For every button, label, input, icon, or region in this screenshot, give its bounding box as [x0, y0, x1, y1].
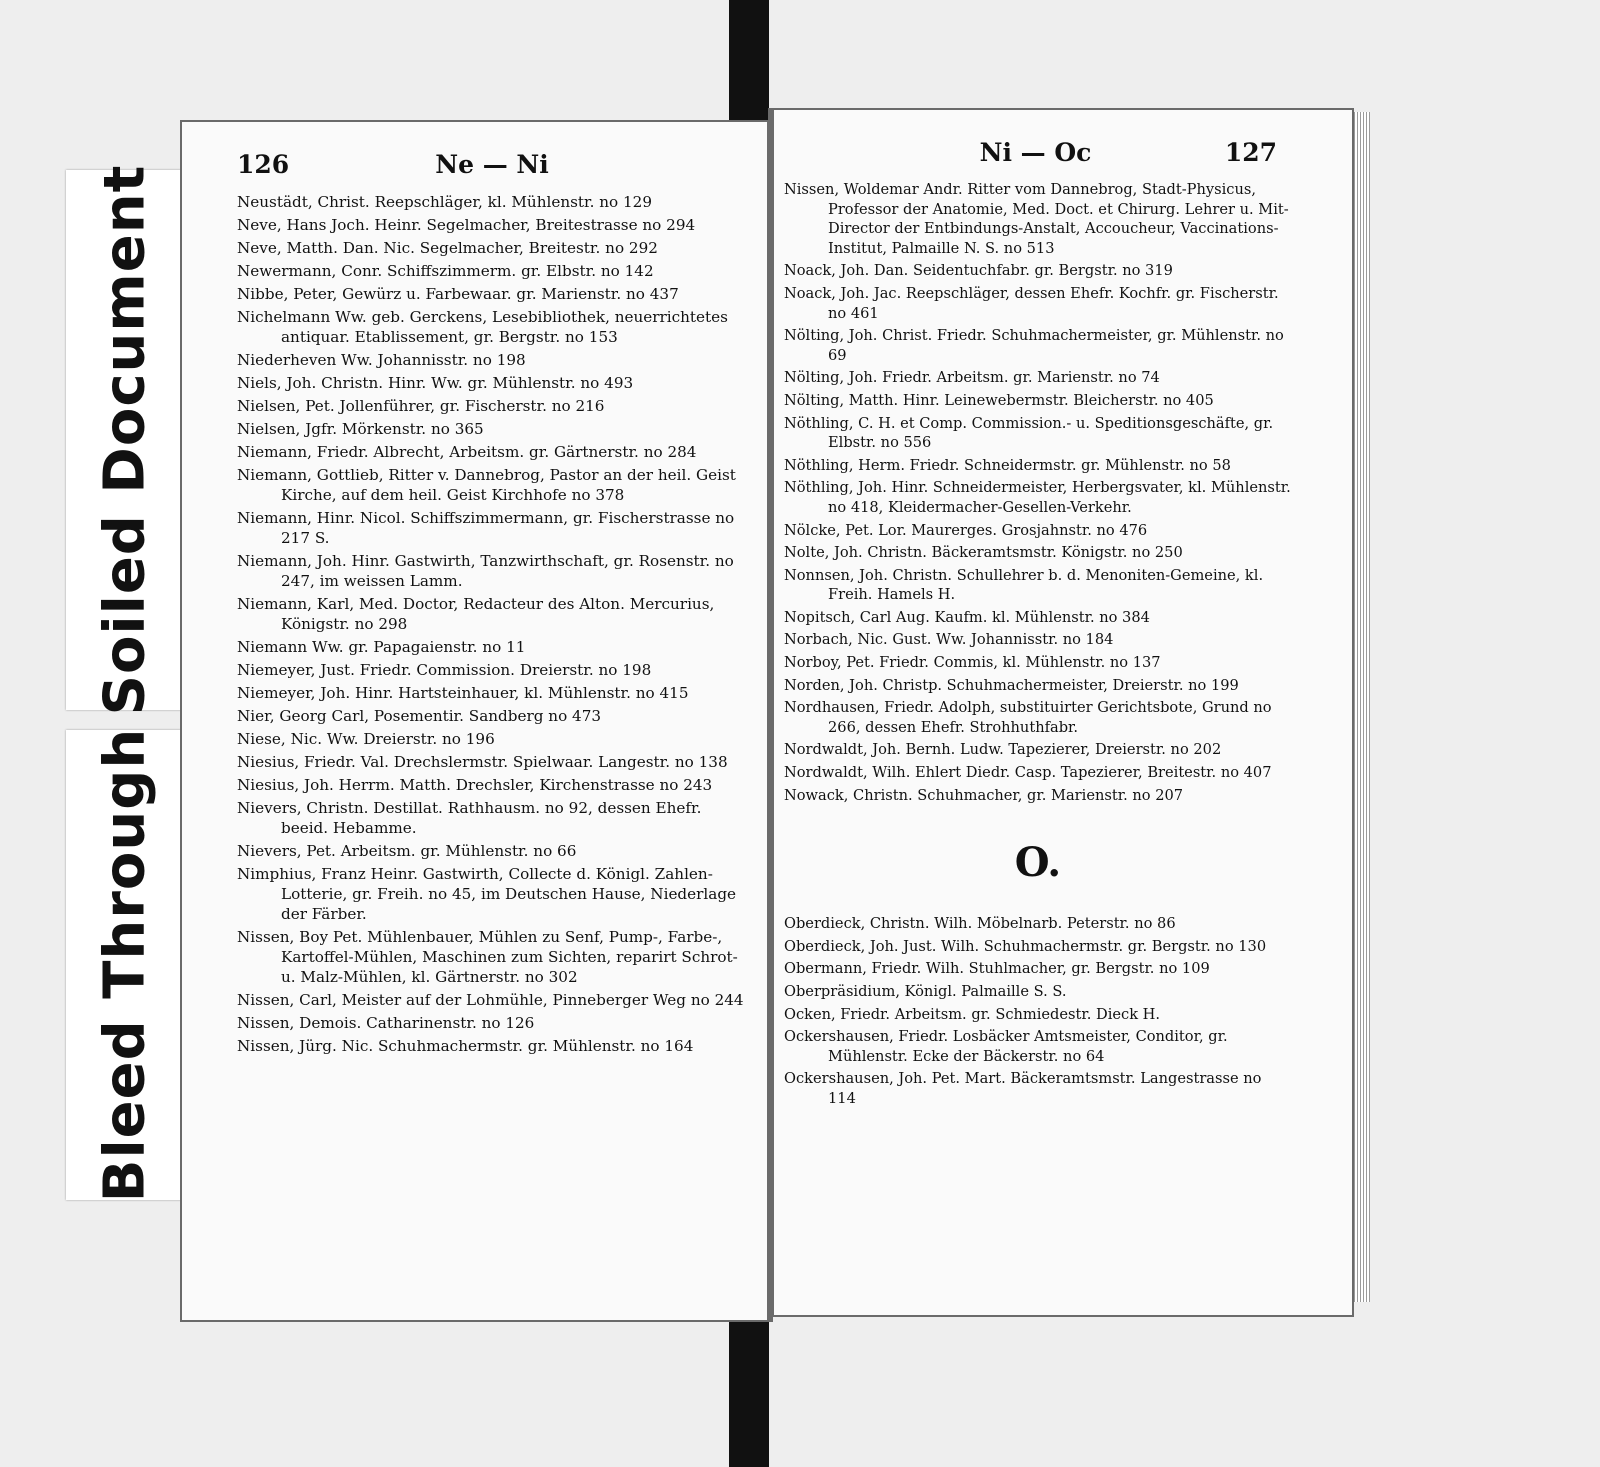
directory-entry: Nordwaldt, Wilh. Ehlert Diedr. Casp. Tapezierer, Breitestr. no 407 [784, 764, 1272, 782]
binding-strip-top [729, 0, 769, 128]
soiled-document-stamp [66, 164, 184, 716]
directory-entry: Norbach, Nic. Gust. Ww. Johannisstr. no 184 [784, 631, 1114, 649]
directory-entry: Nimphius, Franz Heinr. Gastwirth, Collecte d. Königl. Zahlen-Lotterie, gr. Freih. no 45, im Deutschen Hause, Niederlage der Färber. [237, 865, 737, 923]
directory-entry: Nissen, Woldemar Andr. Ritter vom Dannebrog, Stadt-Physicus, Professor der Anatomie, Med. Doct. et Chirurg. Lehrer u. Mit-Director der Entbindungs-Anstalt, Accoucheur, Vaccinations-Institut, Palmaille N. S. no 513 [784, 181, 1289, 257]
directory-entry: Nöthling, Herm. Friedr. Schneidermstr. gr. Mühlenstr. no 58 [784, 456, 1231, 474]
directory-entry: Nissen, Demois. Catharinenstr. no 126 [237, 1014, 535, 1032]
left-entry-list [237, 192, 751, 1059]
directory-entry: Nibbe, Peter, Gewürz u. Farbewaar. gr. Marienstr. no 437 [237, 285, 679, 303]
directory-entry: Nolte, Joh. Christn. Bäckeramtsmstr. Königstr. no 250 [784, 544, 1183, 562]
directory-entry: Nöthling, Joh. Hinr. Schneidermeister, Herbergsvater, kl. Mühlenstr. no 418, Kleidermacher-Gesellen-Verkehr. [784, 479, 1291, 516]
directory-entry: Noack, Joh. Dan. Seidentuchfabr. gr. Bergstr. no 319 [784, 262, 1173, 280]
directory-entry: Nissen, Carl, Meister auf der Lohmühle, Pinneberger Weg no 244 [237, 991, 744, 1009]
directory-entry: Niemann Ww. gr. Papagaienstr. no 11 [237, 638, 526, 656]
directory-entry: Obermann, Friedr. Wilh. Stuhlmacher, gr. Bergstr. no 109 [784, 960, 1210, 978]
directory-entry: Ockershausen, Joh. Pet. Mart. Bäckeramtsmstr. Langestrasse no 114 [784, 1070, 1262, 1107]
right-entry-list [784, 180, 1292, 1112]
directory-entry: Niederheven Ww. Johannisstr. no 198 [237, 351, 526, 369]
directory-entry: Neve, Hans Joch. Heinr. Segelmacher, Breitestrasse no 294 [237, 216, 696, 234]
directory-entry: Niemann, Joh. Hinr. Gastwirth, Tanzwirthschaft, gr. Rosenstr. no 247, im weissen Lamm. [237, 552, 734, 590]
directory-entry: Nievers, Pet. Arbeitsm. gr. Mühlenstr. no 66 [237, 842, 577, 860]
directory-entry: Nordhausen, Friedr. Adolph, substituirter Gerichtsbote, Grund no 266, dessen Ehefr. Strohhuthfabr. [784, 699, 1272, 736]
directory-entry: Nölting, Joh. Christ. Friedr. Schuhmachermeister, gr. Mühlenstr. no 69 [784, 327, 1284, 364]
directory-entry: Nopitsch, Carl Aug. Kaufm. kl. Mühlenstr. no 384 [784, 608, 1150, 626]
directory-entry: Norden, Joh. Christp. Schuhmachermeister, Dreierstr. no 199 [784, 676, 1239, 694]
directory-entry: Noack, Joh. Jac. Reepschläger, dessen Ehefr. Kochfr. gr. Fischerstr. no 461 [784, 284, 1279, 322]
directory-entry: Nonnsen, Joh. Christn. Schullehrer b. d. Menoniten-Gemeine, kl. Freih. Hamels H. [784, 566, 1264, 604]
left-page-header [237, 150, 747, 186]
directory-entry: Ocken, Friedr. Arbeitsm. gr. Schmiedestr. Dieck H. [784, 1005, 1161, 1023]
directory-entry: Nissen, Boy Pet. Mühlenbauer, Mühlen zu Senf, Pump-, Farbe-, Kartoffel-Mühlen, Maschinen zum Sichten, reparirt Schrot- u. Malz-Mühlen, kl. Gärtnerstr. no 302 [237, 928, 738, 986]
directory-entry: Nier, Georg Carl, Posementir. Sandberg no 473 [237, 707, 602, 725]
directory-entry: Niemann, Friedr. Albrecht, Arbeitsm. gr. Gärtnerstr. no 284 [237, 443, 697, 461]
directory-entry: Oberdieck, Joh. Just. Wilh. Schuhmachermstr. gr. Bergstr. no 130 [784, 937, 1267, 955]
directory-entry: Nowack, Christn. Schuhmacher, gr. Marienstr. no 207 [784, 786, 1184, 804]
directory-entry: Newermann, Conr. Schiffszimmerm. gr. Elbstr. no 142 [237, 262, 654, 280]
left-page [180, 120, 773, 1322]
directory-entry: Niemeyer, Just. Friedr. Commission. Dreierstr. no 198 [237, 661, 652, 679]
directory-entry: Niemann, Karl, Med. Doctor, Redacteur des Alton. Mercurius, Königstr. no 298 [237, 595, 715, 633]
directory-entry: Niemann, Gottlieb, Ritter v. Dannebrog, Pastor an der heil. Geist Kirche, auf dem heil. Geist Kirchhofe no 378 [237, 466, 736, 504]
directory-entry: Nöthling, C. H. et Comp. Commission.- u. Speditionsgeschäfte, gr. Elbstr. no 556 [784, 414, 1274, 452]
section-letter: O. [1014, 839, 1062, 887]
directory-entry: Nielsen, Jgfr. Mörkenstr. no 365 [237, 420, 484, 438]
directory-entry: Oberpräsidium, Königl. Palmaille S. S. [784, 983, 1067, 1000]
directory-entry: Nissen, Jürg. Nic. Schuhmachermstr. gr. Mühlenstr. no 164 [237, 1037, 694, 1055]
directory-entry: Niemann, Hinr. Nicol. Schiffszimmermann, gr. Fischerstrasse no 217 S. [237, 509, 735, 547]
directory-entry: Niese, Nic. Ww. Dreierstr. no 196 [237, 730, 495, 748]
left-page-title: Ne — Ni [435, 150, 549, 179]
directory-entry: Niesius, Friedr. Val. Drechslermstr. Spielwaar. Langestr. no 138 [237, 753, 728, 771]
right-entries-o [784, 914, 1292, 1108]
right-page-header [829, 138, 1332, 174]
directory-entry: Niemeyer, Joh. Hinr. Hartsteinhauer, kl. Mühlenstr. no 415 [237, 684, 689, 702]
directory-entry: Oberdieck, Christn. Wilh. Möbelnarb. Peterstr. no 86 [784, 915, 1176, 933]
right-page-title: Ni — Oc [979, 138, 1092, 167]
directory-entry: Nichelmann Ww. geb. Gerckens, Lesebibliothek, neuerrichtetes antiquar. Etablissement, gr. Bergstr. no 153 [237, 308, 728, 346]
soiled-document-label: Soiled Document [92, 164, 158, 716]
directory-entry: Nölcke, Pet. Lor. Maurerges. Grosjahnstr. no 476 [784, 521, 1148, 539]
directory-entry: Nölting, Matth. Hinr. Leinewebermstr. Bleicherstr. no 405 [784, 391, 1214, 409]
bleed-through-stamp [66, 727, 184, 1203]
directory-entry: Norboy, Pet. Friedr. Commis, kl. Mühlenstr. no 137 [784, 654, 1161, 672]
directory-entry: Nordwaldt, Joh. Bernh. Ludw. Tapezierer, Dreierstr. no 202 [784, 741, 1222, 759]
directory-entry: Nielsen, Pet. Jollenführer, gr. Fischerstr. no 216 [237, 397, 605, 415]
directory-entry: Neve, Matth. Dan. Nic. Segelmacher, Breitestr. no 292 [237, 239, 658, 257]
directory-entry: Nievers, Christn. Destillat. Rathhausm. no 92, dessen Ehefr. beeid. Hebamme. [237, 799, 702, 837]
binding-strip-bottom [729, 1310, 769, 1467]
directory-entry: Neustädt, Christ. Reepschläger, kl. Mühlenstr. no 129 [237, 193, 652, 211]
directory-entry: Nölting, Joh. Friedr. Arbeitsm. gr. Marienstr. no 74 [784, 369, 1160, 387]
right-page [768, 108, 1354, 1317]
right-page-number: 127 [1224, 138, 1277, 167]
directory-entry: Niesius, Joh. Herrm. Matth. Drechsler, Kirchenstrasse no 243 [237, 776, 713, 794]
right-entries-n [784, 180, 1292, 805]
left-page-number: 126 [237, 150, 290, 179]
directory-entry: Niels, Joh. Christn. Hinr. Ww. gr. Mühlenstr. no 493 [237, 374, 634, 392]
directory-entry: Ockershausen, Friedr. Losbäcker Amtsmeister, Conditor, gr. Mühlenstr. Ecke der Bäckerstr. no 64 [784, 1028, 1228, 1065]
bleed-through-label: Bleed Through [92, 727, 158, 1203]
